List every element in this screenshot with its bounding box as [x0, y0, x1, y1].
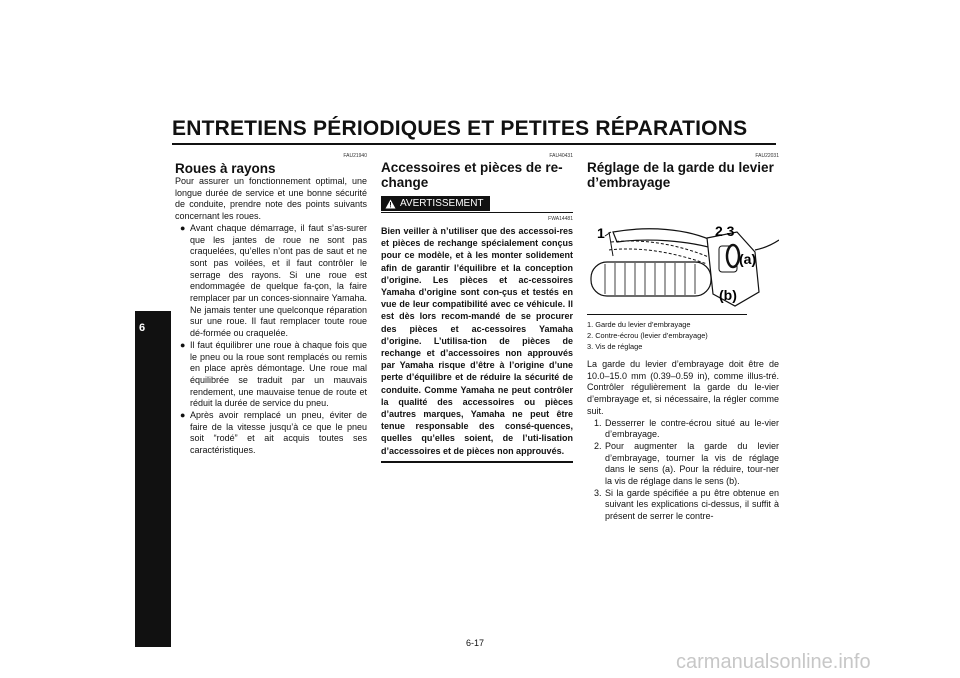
step-text: Pour augmenter la garde du levier d’embrayage, tourner la vis de réglage dans le sens (a). Pour la réduire, tour-ner la vis de réglage dans le sens (b).: [605, 440, 779, 487]
step-text: Si la garde spécifiée a pu être obtenue en suivant les explications ci-dessus, il suffit à présent de serrer le contre-: [605, 487, 779, 522]
section-code: FAU22031: [755, 153, 779, 159]
page-header-title: ENTRETIENS PÉRIODIQUES ET PETITES RÉPARATIONS: [172, 117, 748, 140]
figure-rule: [587, 314, 747, 315]
caption-3: 3. Vis de réglage: [587, 342, 643, 351]
body-paragraph: La garde du levier d’embrayage doit être de 10.0–15.0 mm (0.39–0.59 in), comme illus-tré. Contrôler régulièrement la garde du le-vier d’embrayage et, si nécessaire, la régler comme suit.: [587, 359, 779, 416]
section-title: Accessoires et pièces de re-change: [381, 160, 563, 190]
warning-badge: [381, 196, 490, 211]
bullet-item: [175, 340, 367, 410]
figure-captions: [587, 319, 779, 352]
bullet-item: [175, 410, 367, 457]
figure-label-a: (a): [739, 251, 757, 267]
step-number: 1.: [594, 417, 602, 428]
section-title: Roues à rayons: [175, 161, 276, 176]
step-number: 2.: [594, 440, 602, 451]
bullet-icon: ●: [180, 339, 186, 350]
page-number: 6-17: [466, 638, 485, 648]
warning-triangle-icon: [385, 199, 396, 209]
chapter-tab: [135, 311, 171, 647]
figure-label-2-3: 2 3: [715, 223, 735, 239]
step-item: [587, 488, 779, 523]
bullet-list: [175, 223, 367, 457]
step-text: Desserrer le contre-écrou situé au le-vier d’embrayage.: [605, 417, 779, 440]
bullet-text: Avant chaque démarrage, il faut s’as-surer que les jantes de roue ne sont pas craquelées, qu’elles n’ont pas de saut et ne sont pas voilées, et il faut contrôler le serrage des rayons. Si une roue est endommagée de quelque fa-çon, la faire remplacer par un conces-sionnaire Yamaha. Ne jamais tenter une quelconque réparation sur une roue. Il faut remplacer toute roue dé-formée ou craquelée.: [190, 222, 367, 339]
header-rule: [172, 143, 776, 145]
warning-end-rule: [381, 461, 573, 463]
warning-label: AVERTISSEMENT: [400, 198, 484, 209]
column-clutch-lever: [587, 153, 779, 523]
caption-1: 1. Garde du levier d’embrayage: [587, 320, 691, 329]
caption-2: 2. Contre-écrou (levier d’embrayage): [587, 331, 708, 340]
section-code: FAU21940: [343, 153, 367, 159]
figure-label-1: 1: [597, 225, 605, 241]
bullet-icon: ●: [180, 222, 186, 233]
step-item: [587, 441, 779, 488]
step-item: [587, 418, 779, 441]
step-number: 3.: [594, 487, 602, 498]
bullet-item: [175, 223, 367, 340]
intro-paragraph: Pour assurer un fonctionnement optimal, une longue durée de service et une bonne sécurité de conduite, prendre note des points suivants concernant les roues.: [175, 176, 367, 222]
column-accessories: [381, 153, 573, 463]
warning-text: Bien veiller à n’utiliser que des accessoi-res et pièces de rechange spécialement conçus pour ce modèle, et à les monter solidement afin de garantir l’équilibre et la conception d’origine. Les pièces et ac-cessoires Yamaha d’origine sont con-çus et testés en vue de leur compatibilité avec ce véhicule. Il est dès lors recom-mandé de se procurer des pièces et ac-cessoires Yamaha d’origine. L’utilisa-tion de pièces de rechange et d’accessoires non approuvés par Yamaha risque d’être à l’origine d’une perte d’équilibre et de réduire la sécurité de conduite. Comme Yamaha ne peut contrôler la qualité des accessoires ou pièces d’autres marques, Yamaha ne peut être tenue responsable des consé-quences, quelles qu’elles soient, de l’uti-lisation d’accessoires et de pièces non approuvés.: [381, 226, 573, 456]
section-code: FAU40431: [549, 153, 573, 159]
figure-label-b: (b): [719, 287, 737, 303]
warning-header: [381, 196, 573, 213]
chapter-number: 6: [139, 322, 146, 334]
clutch-lever-illustration: [587, 202, 779, 310]
warning-code: FWA14481: [548, 216, 573, 222]
bullet-text: Il faut équilibrer une roue à chaque fois que le pneu ou la roue sont remplacés ou remis en place après démontage. Une roue mal équilibrée se traduit par un mauvais rendement, une mauvaise tenue de route et réduit la durée de service du pneu.: [190, 339, 367, 409]
section-title: Réglage de la garde du levier d’embrayage: [587, 160, 774, 190]
watermark: carmanualsonline.info: [676, 651, 871, 673]
column-spoke-wheels: [175, 153, 367, 457]
bullet-text: Après avoir remplacé un pneu, éviter de faire de la vitesse jusqu’à ce que le pneu soit “rodé” et ait acquis toutes ses caractéristiques.: [190, 410, 367, 456]
clutch-lever-drawing: [587, 202, 779, 310]
steps-list: [587, 418, 779, 523]
bullet-icon: ●: [180, 410, 186, 421]
